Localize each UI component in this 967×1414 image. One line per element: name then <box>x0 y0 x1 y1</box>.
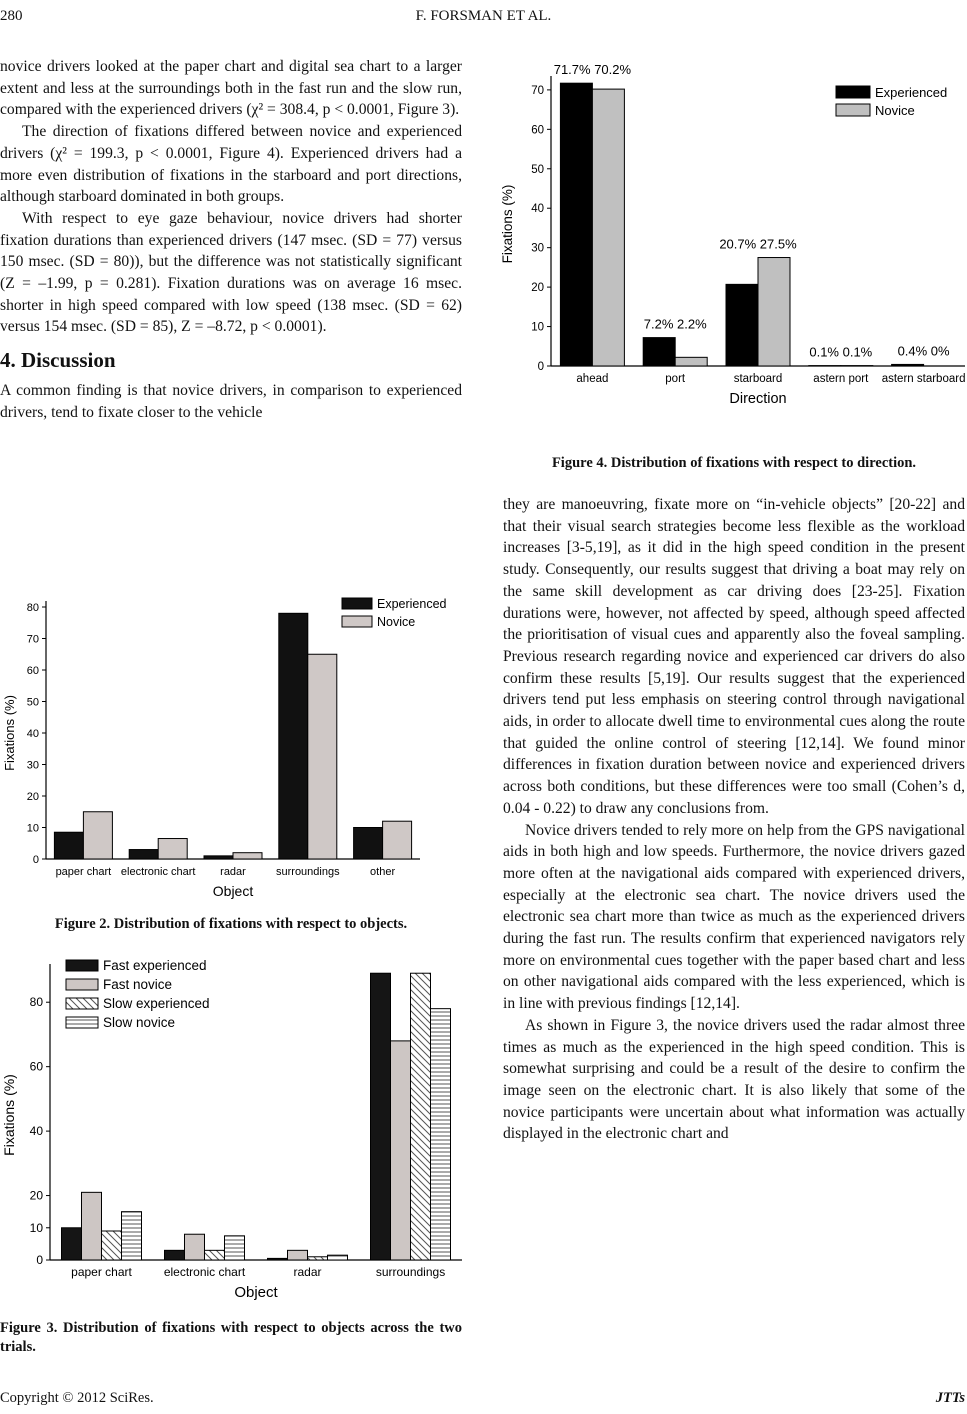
section-heading: 4. Discussion <box>0 348 116 373</box>
y-tick-label: 40 <box>531 203 544 216</box>
bar <box>643 338 675 366</box>
bar <box>288 1250 308 1260</box>
journal-name: JTTs <box>935 1390 965 1406</box>
y-tick-label: 20 <box>26 791 39 803</box>
figure-3-chart <box>0 950 462 1305</box>
paragraph: As shown in Figure 3, the novice drivers used the radar almost three times as much as the experienced in the high speed condition. This is somewhat surprising and could be a result of the desire to confirm the image seen on the electronic chart. It is also likely that some of the novice participants were uncertain about what information was actually displayed in the electronic chart and <box>503 1016 965 1143</box>
bar <box>233 853 262 859</box>
bar <box>758 258 790 366</box>
x-tick-label: radar <box>220 866 246 878</box>
y-tick-label: 10 <box>29 1220 43 1235</box>
data-label: 0.1% 0.1% <box>809 344 873 360</box>
legend-swatch <box>342 616 372 627</box>
bar <box>411 973 431 1260</box>
y-tick-label: 50 <box>531 163 544 176</box>
paragraph: novice drivers looked at the paper chart and digital sea chart to a larger extent and less at the surroundings both in the fast run and the slow run, compared with the experienced drivers (χ² = 308.4, p < 0.0001, Figure 3). <box>0 58 462 119</box>
data-label: 20.7% 27.5% <box>719 236 797 252</box>
x-tick-label: radar <box>293 1265 322 1279</box>
bar <box>560 83 592 366</box>
legend-label: Experienced <box>875 85 948 100</box>
legend-label: Novice <box>377 615 416 629</box>
bar <box>82 1192 102 1260</box>
data-label: 0.4% 0% <box>897 343 950 359</box>
legend-swatch <box>836 86 870 98</box>
legend-label: Fast experienced <box>103 958 207 973</box>
y-tick-label: 20 <box>29 1188 43 1203</box>
figure-2 <box>0 590 462 910</box>
legend-label: Novice <box>875 103 915 118</box>
data-label: 71.7% 70.2% <box>553 62 632 78</box>
bar <box>279 613 308 859</box>
legend-label: Fast novice <box>103 977 173 992</box>
y-tick-label: 30 <box>531 242 544 255</box>
x-tick-label: starboard <box>733 373 783 385</box>
paragraph: With respect to eye gaze behaviour, novice drivers had shorter fixation durations than experienced drivers (147 msec. (SD = 77) versus 150 msec. (SD = 80)), but the difference was not statistically significant (Z = –1.99, p = 0.281). Fixation durations was on average 16 msec. shorter in high speed compared with low speed (138 msec. (SD = 62) versus 154 msec. (SD = 85), Z = –8.72, p < 0.0001). <box>0 209 462 336</box>
legend-swatch <box>66 998 98 1009</box>
x-tick-label: ahead <box>576 373 609 385</box>
bar <box>54 832 83 859</box>
x-tick-label: electronic chart <box>163 1265 246 1279</box>
legend-swatch <box>66 979 98 990</box>
figure-3 <box>0 950 462 1310</box>
bar <box>592 89 624 366</box>
y-tick-label: 60 <box>29 1059 43 1074</box>
right-column <box>503 494 965 1145</box>
bar <box>726 284 758 366</box>
figure-4-chart <box>497 46 967 446</box>
legend-swatch <box>66 1017 98 1028</box>
paragraph: they are manoeuvring, fixate more on “in-vehicle objects” [20-22] and that their visual search strategies become less flexible as the workload increases [3-5,19], as it did in the high speed condition in the present study. Consequently, our results suggest that driving a boat may rely on the same skill development as car driving does [23-25]. Fixation durations were, however, not affected by speed, although speed affected the prioritisation of visual cues and apparently also the foveal sampling. Previous research regarding novice and experienced car drivers do also confirm these results [5,19]. Our results suggest that the experienced drivers tend put less emphasis on steering control through navigational aids, in order to allocate dwell time to environmental cues along the route that guided the online control of steering [12,14]. We found minor differences in fixation duration between novice and experienced drivers across both conditions, but these differences were too small (Cohen’s d, 0.04 - 0.22) to draw any conclusions from. <box>503 496 965 817</box>
x-tick-label: astern starboard <box>881 373 966 385</box>
y-tick-label: 0 <box>537 361 544 373</box>
paragraph: Novice drivers tended to rely more on help from the GPS navigational aids in both high and low speeds. Furthermore, the novice drivers gazed more often at the navigational aids compared with experienced drivers, especially at the electronic sea chart. The novice drivers used the electronic sea chart more than twice as much as the experienced drivers during the fast run. The results confirm that experienced navigators rely more on environmental cues together with the paper based chart and less on other navigational aids compared with the less experienced, which is in line with previous findings [12,14]. <box>503 821 965 1013</box>
paragraph: A common finding is that novice drivers, in comparison to experienced drivers, tend to fixate closer to the vehicle <box>0 381 462 421</box>
bar <box>225 1236 245 1260</box>
y-tick-label: 10 <box>26 822 39 835</box>
bar <box>892 364 924 366</box>
y-tick-label: 80 <box>26 602 39 614</box>
legend-swatch <box>342 598 372 609</box>
figure-4-caption: Figure 4. Distribution of fixations with respect to direction. <box>551 455 917 471</box>
bar <box>308 1257 328 1260</box>
bar <box>102 1231 122 1260</box>
y-tick-label: 50 <box>26 696 39 709</box>
bar <box>391 1041 411 1260</box>
y-tick-label: 60 <box>26 665 39 677</box>
y-tick-label: 0 <box>36 1253 43 1267</box>
y-tick-label: 70 <box>531 84 544 97</box>
bar <box>83 812 112 859</box>
bar <box>328 1255 348 1260</box>
y-tick-label: 30 <box>26 759 39 772</box>
x-tick-label: paper chart <box>71 1265 132 1279</box>
bar <box>383 821 412 859</box>
y-tick-label: 0 <box>32 854 39 866</box>
y-tick-label: 80 <box>29 995 43 1010</box>
bar <box>158 839 187 859</box>
x-tick-label: surroundings <box>276 866 340 878</box>
bar <box>308 654 337 859</box>
bar <box>205 1250 225 1260</box>
legend-swatch <box>836 104 870 116</box>
legend-label: Slow novice <box>103 1015 176 1030</box>
data-label: 7.2% 2.2% <box>643 316 707 332</box>
y-tick-label: 60 <box>531 124 544 137</box>
figure-2-caption: Figure 2. Distribution of fixations with respect to objects. <box>54 916 408 932</box>
bar <box>185 1234 205 1260</box>
x-tick-label: astern port <box>813 373 869 385</box>
page-number: 280 <box>0 8 23 24</box>
y-tick-label: 40 <box>26 728 39 740</box>
x-tick-label: paper chart <box>55 866 112 878</box>
legend-label: Slow experienced <box>103 996 210 1011</box>
bar <box>122 1212 142 1260</box>
y-axis-label: Fixations (%) <box>2 695 17 771</box>
bar <box>165 1250 185 1260</box>
x-axis-label: Direction <box>729 391 787 407</box>
y-tick-label: 40 <box>29 1124 43 1139</box>
y-axis-label: Fixations (%) <box>500 184 515 264</box>
bar <box>204 856 233 859</box>
x-tick-label: port <box>665 373 686 385</box>
paragraph: The direction of fixations differed between novice and experienced drivers (χ² = 199.3, p < 0.0001, Figure 4). Experienced drivers had a more even distribution of fixations in the starboard and port directions, although starboard dominated in both groups. <box>0 123 462 206</box>
bar <box>268 1258 288 1260</box>
legend-swatch <box>66 960 98 971</box>
copyright: Copyright © 2012 SciRes. <box>0 1390 154 1406</box>
x-axis-label: Object <box>212 883 254 899</box>
bar <box>371 973 391 1260</box>
bar <box>62 1228 82 1260</box>
x-tick-label: electronic chart <box>120 866 196 878</box>
left-column-top <box>0 56 462 423</box>
bar <box>129 850 158 859</box>
figure-2-chart <box>0 590 462 905</box>
bar <box>431 1009 451 1260</box>
y-tick-label: 10 <box>531 321 544 334</box>
x-tick-label: surroundings <box>375 1265 446 1279</box>
y-tick-label: 20 <box>531 282 544 295</box>
y-tick-label: 70 <box>26 633 39 646</box>
x-axis-label: Object <box>234 1284 278 1301</box>
bar <box>354 828 383 860</box>
figure-4 <box>497 46 967 451</box>
legend-label: Experienced <box>377 597 447 611</box>
running-title: F. FORSMAN ET AL. <box>415 8 552 24</box>
figure-3-caption: Figure 3. Distribution of fixations with respect to objects across the two trials. <box>0 1320 462 1355</box>
x-tick-label: other <box>370 866 396 878</box>
y-axis-label: Fixations (%) <box>1 1074 17 1156</box>
bar <box>675 357 707 366</box>
